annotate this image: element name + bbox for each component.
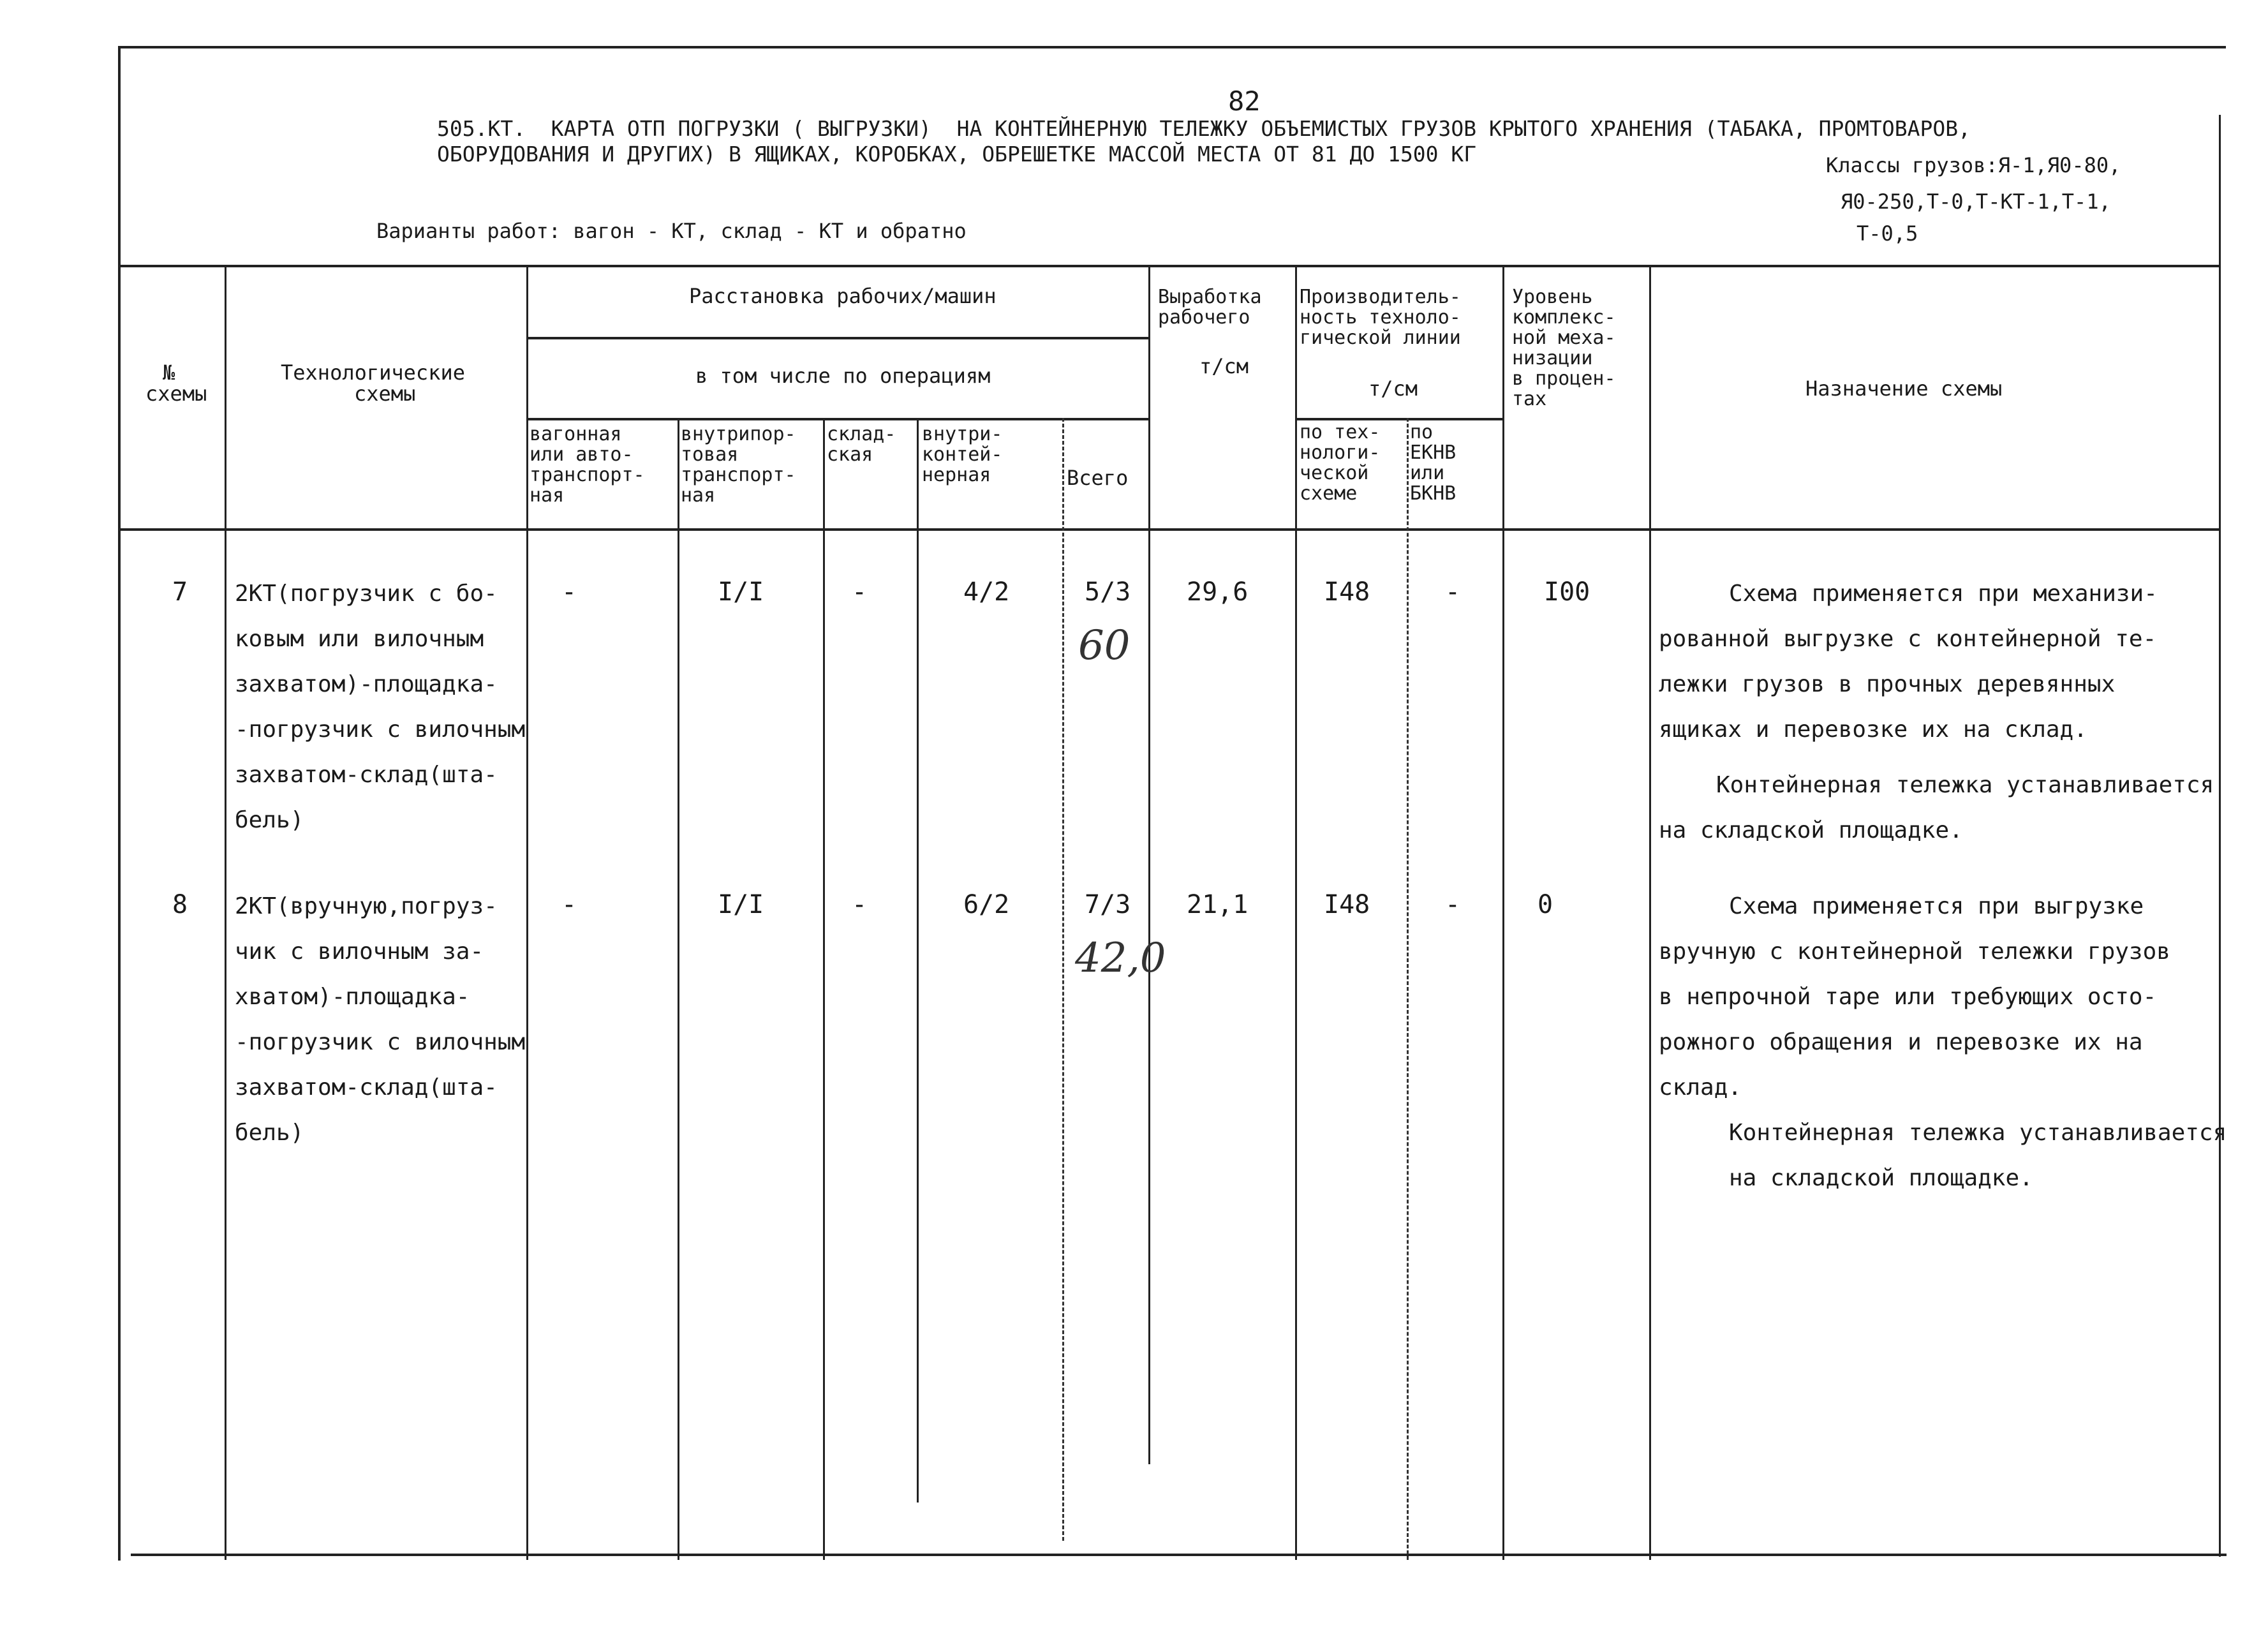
- header-sub-line-1: [526, 337, 1148, 339]
- col-line-11: [1649, 265, 1651, 1560]
- row8-num: 8: [172, 890, 188, 919]
- row8-total: 7/3: [1085, 890, 1131, 919]
- header-output: Выработка рабочего: [1158, 286, 1262, 329]
- row8-total-handwritten-note: 42,0: [1075, 935, 1166, 982]
- col-line-7: [1148, 265, 1150, 1464]
- row7-mechanization: I00: [1544, 577, 1590, 607]
- bottom-border: [131, 1554, 2227, 1556]
- header-op-wagon: вагонная или авто- транспорт- ная: [530, 423, 645, 507]
- header-num-1: №: [163, 360, 175, 385]
- header-top-line: [118, 265, 2220, 267]
- header-mechanization: Уровень комплекс- ной меха- низации в процен- тах: [1512, 286, 1616, 410]
- row7-num: 7: [172, 577, 188, 607]
- cargo-classes-line-3: Т-0,5: [1857, 221, 1918, 246]
- header-sub-line-3: [1295, 418, 1502, 420]
- row7-warehouse: -: [852, 577, 868, 607]
- row7-container: 4/2: [963, 577, 1010, 607]
- header-op-container: внутри- контей- нерная: [922, 423, 1003, 486]
- header-by-operations: в том числе по операциям: [695, 364, 991, 388]
- page-number: 82: [1228, 85, 1261, 117]
- row8-mechanization: 0: [1538, 890, 1553, 919]
- header-op-warehouse: склад- ская: [827, 423, 896, 466]
- header-productivity-unit: т/см: [1368, 376, 1418, 401]
- row7-total-handwritten-note: 60: [1078, 622, 1130, 669]
- header-productivity: Производитель- ность техноло- гической линии: [1300, 286, 1461, 349]
- row8-purpose-note: Контейнерная тележка устанавливается на складской площадке.: [1729, 1120, 2227, 1191]
- row7-purpose: Схема применяется при механизи- рованной выгрузке с контейнерной те- лежки грузов в прочных деревянных ящиках и перевозке их на склад.: [1659, 581, 2158, 743]
- row8-prod-tech: I48: [1324, 890, 1370, 919]
- row7-output: 29,6: [1187, 577, 1249, 607]
- right-border: [2219, 115, 2221, 1557]
- col-line-8: [1295, 265, 1297, 1560]
- header-output-unit: т/см: [1199, 354, 1249, 378]
- row7-wagon: -: [561, 577, 577, 607]
- row8-output: 21,1: [1187, 890, 1249, 919]
- col-line-1: [225, 265, 226, 1560]
- header-op-total: Всего: [1067, 466, 1129, 490]
- work-variants: Варианты работ: вагон - КТ, склад - КТ и обратно: [376, 219, 967, 243]
- header-num-2: схемы: [145, 382, 207, 406]
- row8-purpose: Схема применяется при выгрузке вручную с контейнерной тележки грузов в непрочной таре или требующих осто- рожного обращения и перевозке их на склад.: [1659, 893, 2170, 1101]
- row7-prod-tech: I48: [1324, 577, 1370, 607]
- header-tech-2: схемы: [354, 382, 416, 406]
- row8-scheme: 2КТ(вручную,погруз- чик с вилочным за- хватом)-площадка- -погрузчик с вилочным захватом-склад(шта- бель): [235, 893, 526, 1146]
- header-tech-1: Технологические: [281, 360, 465, 385]
- header-sub-line-2: [526, 418, 1148, 420]
- row8-container: 6/2: [963, 890, 1010, 919]
- row8-wagon: -: [561, 890, 577, 919]
- title-line-2: ОБОРУДОВАНИЯ И ДРУГИХ) В ЯЩИКАХ, КОРОБКАХ, ОБРЕШЕТКЕ МАССОЙ МЕСТА ОТ 81 ДО 1500 КГ: [437, 142, 1477, 167]
- header-prod-ekhnv: по ЕКНВ или БКНВ: [1410, 421, 1456, 505]
- row7-scheme: 2КТ(погрузчик с бо- ковым или вилочным захватом)-площадка- -погрузчик с вилочным захватом-склад(шта- бель): [235, 581, 526, 833]
- row8-prod-ekhnv: -: [1445, 890, 1461, 919]
- col-line-2: [526, 265, 528, 1560]
- row8-warehouse: -: [852, 890, 868, 919]
- row7-internal: I/I: [718, 577, 764, 607]
- header-placement: Расстановка рабочих/машин: [689, 284, 997, 308]
- header-bottom-line: [118, 528, 2220, 531]
- row7-prod-ekhnv: -: [1445, 577, 1461, 607]
- col-line-6: [1062, 418, 1064, 1541]
- col-line-5: [917, 418, 919, 1503]
- row8-internal: I/I: [718, 890, 764, 919]
- col-line-9: [1407, 418, 1409, 1560]
- row7-purpose-note: Контейнерная тележка устанавливается на складской площадке.: [1659, 772, 2214, 843]
- row7-total: 5/3: [1085, 577, 1131, 607]
- cargo-classes-line-2: Я0-250,Т-0,Т-КТ-1,Т-1,: [1841, 189, 2111, 214]
- header-purpose: Назначение схемы: [1805, 376, 2003, 401]
- col-line-3: [678, 418, 679, 1560]
- col-line-4: [823, 418, 825, 1560]
- title-line-1: 505.КТ. КАРТА ОТП ПОГРУЗКИ ( ВЫГРУЗКИ) НА КОНТЕЙНЕРНУЮ ТЕЛЕЖКУ ОБЪЕМИСТЫХ ГРУЗОВ КРЫТОГО ХРАНЕНИЯ (ТАБАКА, ПРОМТОВАРОВ,: [437, 116, 1971, 141]
- cargo-classes-line-1: Классы грузов:Я-1,Я0-80,: [1826, 153, 2121, 177]
- header-op-internal: внутрипор- товая транспорт- ная: [681, 423, 796, 507]
- header-prod-tech: по тех- нологи- ческой схеме: [1300, 421, 1381, 505]
- col-line-10: [1502, 265, 1504, 1560]
